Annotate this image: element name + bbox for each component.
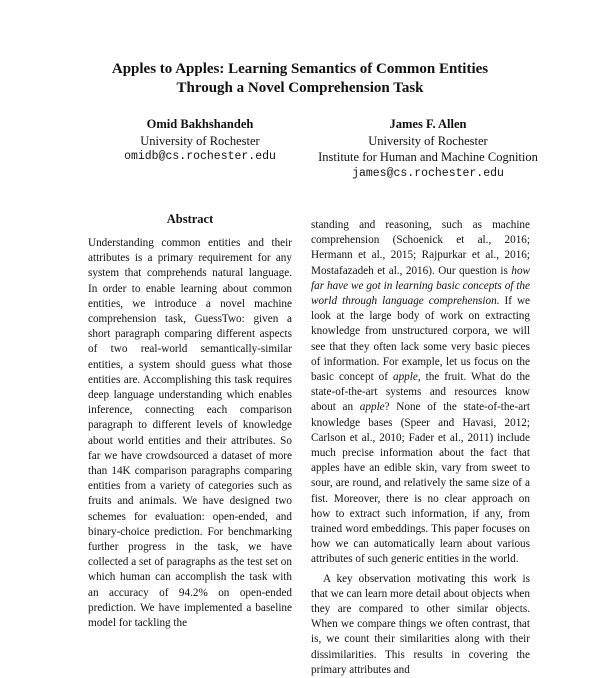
author-affiliation-2: Institute for Human and Machine Cognition bbox=[318, 150, 538, 164]
intro-text: ? None of the state-of-the-art knowledge bases (Speer and Havasi, 2012; Carlson et al., 2010; Fader et al., 2011) include much precise information about the fact that apples have an edible skin, vary from sweet to sour, are round, and relatively the same size of a fist. Moreover, there is no clear approach on how to extract such information, if any, from trained word embeddings. This paper focuses on how we can automatically learn about various attributes of such generic entities in the world. bbox=[311, 401, 530, 566]
paper-title bbox=[60, 60, 540, 98]
author-email[interactable]: omidb@cs.rochester.edu bbox=[124, 150, 276, 163]
intro-emphasis: apple bbox=[392, 371, 418, 384]
abstract-heading: Abstract bbox=[166, 212, 214, 226]
intro-text: standing and reasoning, such as machine comprehension (Schoenick et al., 2016; Hermann et al., 2015; Rajpurkar et al., 2016; Mostafazadeh et al., 2016). Our question is bbox=[311, 219, 530, 277]
intro-question: how far have we got in learning basic concepts of the world through language comprehension. bbox=[311, 264, 530, 308]
intro-paragraph-1 bbox=[311, 218, 530, 568]
intro-column bbox=[311, 218, 530, 678]
intro-paragraph-2: A key observation motivating this work is that we can learn more detail about objects when they are compared to other similar objects. When we compare things we often contrast, that is, we count their similarities along with their dissimilarities. This results in covering the primary attributes and bbox=[311, 572, 530, 676]
author-affiliation: University of Rochester bbox=[140, 133, 260, 148]
abstract-body: Understanding common entities and their attributes is a primary requirement for any system that comprehends natural language. In order to enable learning about common entities, we introduce a novel machine comprehension task, GuessTwo: given a short paragraph comparing different aspects of two real-world semantically-similar entities, a system should guess what those entities are. Accomplishing this task requires deep language understanding which enables inference, connecting each comparison paragraph to different levels of knowledge about world entities and their attributes. So far we have crowdsourced a dataset of more than 14K comparison paragraphs comparing entities from a variety of categories such as fruits and animals. We have designed two schemes for evaluation: open-ended, and binary-choice prediction. For benchmarking further progress in the task, we have collected a set of paragraphs as the test set on which human can accomplish the task with an accuracy of 94.2% on open-ended prediction. We have implemented a baseline model for tackling the bbox=[88, 237, 292, 630]
author-block-1 bbox=[100, 116, 300, 166]
author-name: James F. Allen bbox=[389, 117, 467, 131]
intro-emphasis: apple bbox=[359, 401, 385, 414]
intro-text: , the fruit. What do the state-of-the-art systems and resources know about an bbox=[311, 371, 531, 414]
title-line-2: Through a Novel Comprehension Task bbox=[176, 80, 424, 96]
author-affiliation: University of Rochester bbox=[368, 133, 488, 148]
author-name: Omid Bakhshandeh bbox=[146, 117, 254, 131]
title-line-1: Apples to Apples: Learning Semantics of Common Entities bbox=[111, 61, 489, 77]
author-block-2 bbox=[278, 116, 578, 182]
author-email[interactable]: james@cs.rochester.edu bbox=[352, 166, 504, 180]
intro-text: If we look at the large body of work on extracting knowledge from unstructured corpora, we will see that they often lack some very basic pieces of information. For example, let us focus on the basic concept of bbox=[311, 295, 530, 384]
